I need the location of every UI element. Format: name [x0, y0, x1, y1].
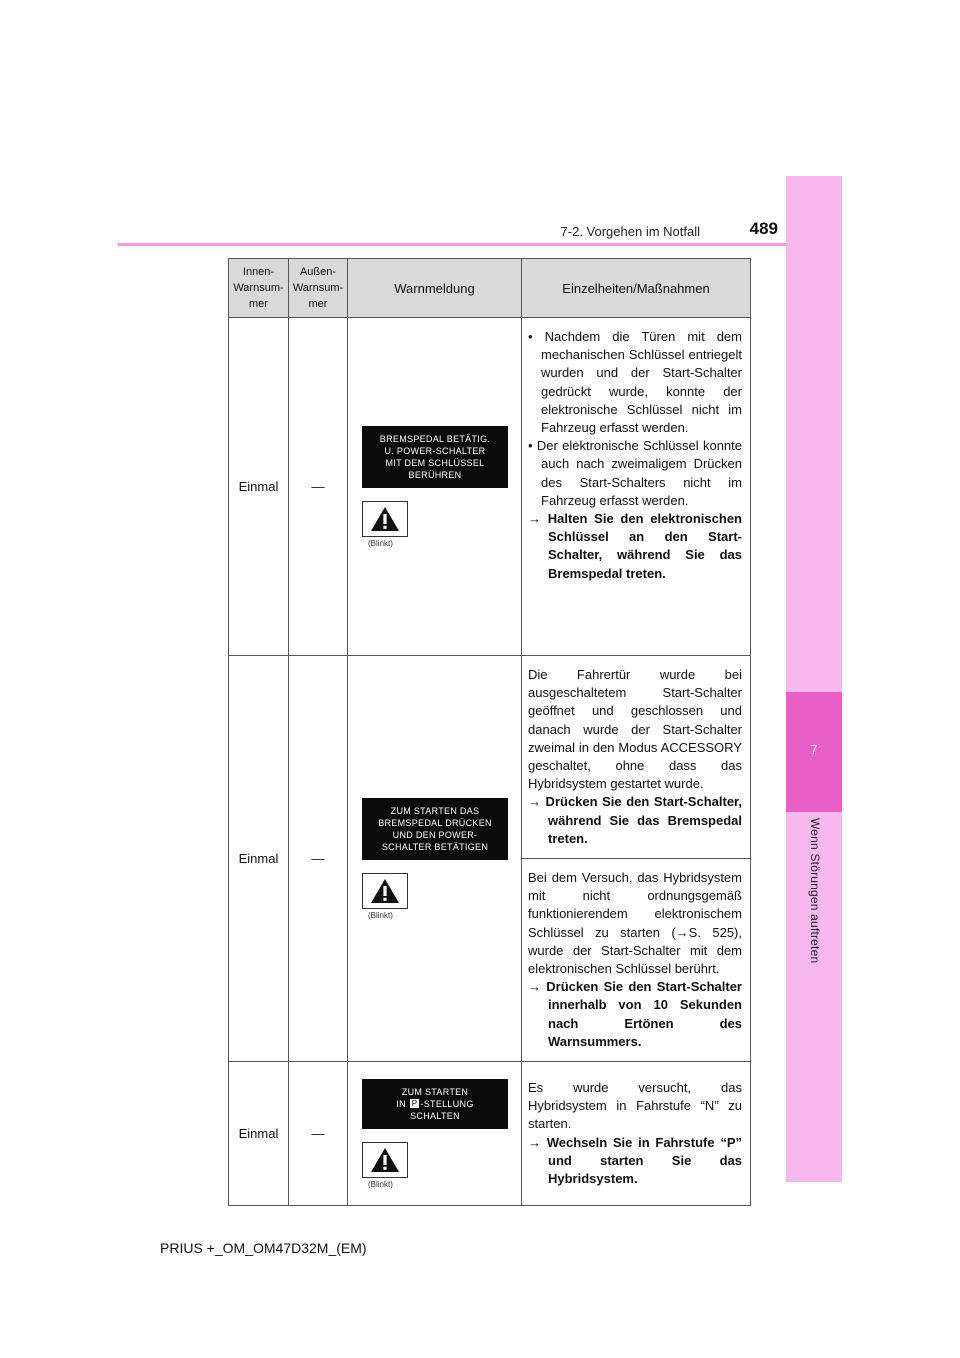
details-cell: [522, 1062, 751, 1206]
p-position-icon: P: [411, 1098, 418, 1108]
footer-doc-id: PRIUS +_OM_OM47D32M_(EM): [160, 1240, 367, 1256]
outer-buzzer-value: —: [289, 656, 348, 1062]
detail-bullet: • Nachdem die Türen mit dem mechanischen Schlüssel entriegelt wurden und der Start-Schalter gedrückt wurde, konnte der elektronische Schlüssel nicht im Fahrzeug erfasst werden.: [528, 329, 742, 436]
detail-paragraph: Es wurde versucht, das Hybridsystem in Fahrstufe “N” zu starten.: [528, 1079, 742, 1132]
display-message: BREMSPEDAL BETÄTIG. U. POWER-SCHALTER MIT DEM SCHLÜSSEL BERÜHREN: [362, 426, 508, 488]
detail-action: → Drücken Sie den Start-Schalter, während Sie das Bremspedal treten.: [528, 794, 742, 846]
warning-table: [228, 258, 751, 1206]
col-header-outer-buzzer: Außen- Warnsum- mer: [289, 259, 348, 318]
table-row: [229, 1062, 751, 1206]
chapter-label: Wenn Störungen auftreten: [808, 818, 822, 964]
inner-buzzer-value: Einmal: [229, 656, 289, 1062]
outer-buzzer-value: —: [289, 1062, 348, 1206]
section-title: 7-2. Vorgehen im Notfall: [560, 224, 700, 239]
detail-paragraph: Bei dem Versuch, das Hybridsystem mit nicht ordnungsgemäß funktionierendem elektronischem Schlüssel zu starten (→S. 525), wurde der Start-Schalter mit dem elektronischen Schlüssel berührt.: [528, 870, 742, 977]
page-number: 489: [749, 219, 778, 238]
chapter-number: 7: [810, 742, 818, 757]
inner-buzzer-value: Einmal: [229, 318, 289, 656]
detail-action: → Wechseln Sie in Fahrstufe “P” und starten Sie das Hybridsystem.: [528, 1134, 742, 1186]
table-row: [229, 656, 751, 859]
details-cell: [522, 656, 751, 859]
header-rule: [118, 243, 786, 246]
display-message: ZUM STARTEN DAS BREMSPEDAL DRÜCKEN UND DEN POWER- SCHALTER BETÄTIGEN: [362, 798, 508, 860]
warning-triangle-icon: [362, 501, 408, 537]
warning-message-cell: [348, 318, 522, 656]
inner-buzzer-value: Einmal: [229, 1062, 289, 1206]
blink-note: (Blinkt): [368, 1179, 393, 1189]
table-header-row: [229, 259, 751, 318]
details-cell: [522, 318, 751, 656]
table-row: [229, 318, 751, 656]
outer-buzzer-value: —: [289, 318, 348, 656]
detail-action: → Halten Sie den elektronischen Schlüssel an den Start-Schalter, während Sie das Bremspedal treten.: [528, 511, 742, 581]
warning-triangle-icon: [362, 873, 408, 909]
warning-message-cell: [348, 656, 522, 1062]
warning-message-cell: [348, 1062, 522, 1206]
details-cell: [522, 859, 751, 1062]
blink-note: (Blinkt): [368, 910, 393, 920]
display-message: ZUM STARTEN IN P -STELLUNG SCHALTEN: [362, 1079, 508, 1129]
col-header-message: Warnmeldung: [348, 259, 522, 318]
detail-paragraph: Die Fahrertür wurde bei ausgeschaltetem Start-Schalter geöffnet und geschlossen und danach wurde der Start-Schalter zweimal in den Modus ACCESSORY geschaltet, ohne dass das Hybridsystem gestartet wurde.: [528, 667, 742, 792]
warning-triangle-icon: [362, 1142, 408, 1178]
col-header-inner-buzzer: Innen- Warnsum- mer: [229, 259, 289, 318]
blink-note: (Blinkt): [368, 538, 393, 548]
detail-action: → Drücken Sie den Start-Schalter innerhalb von 10 Sekunden nach Ertönen des Warnsummers.: [528, 979, 742, 1049]
detail-bullet: • Der elektronische Schlüssel konnte auch nach zweimaligem Drücken des Start-Schalters nicht im Fahrzeug erfasst werden.: [528, 438, 742, 508]
col-header-details: Einzelheiten/Maßnahmen: [522, 259, 751, 318]
